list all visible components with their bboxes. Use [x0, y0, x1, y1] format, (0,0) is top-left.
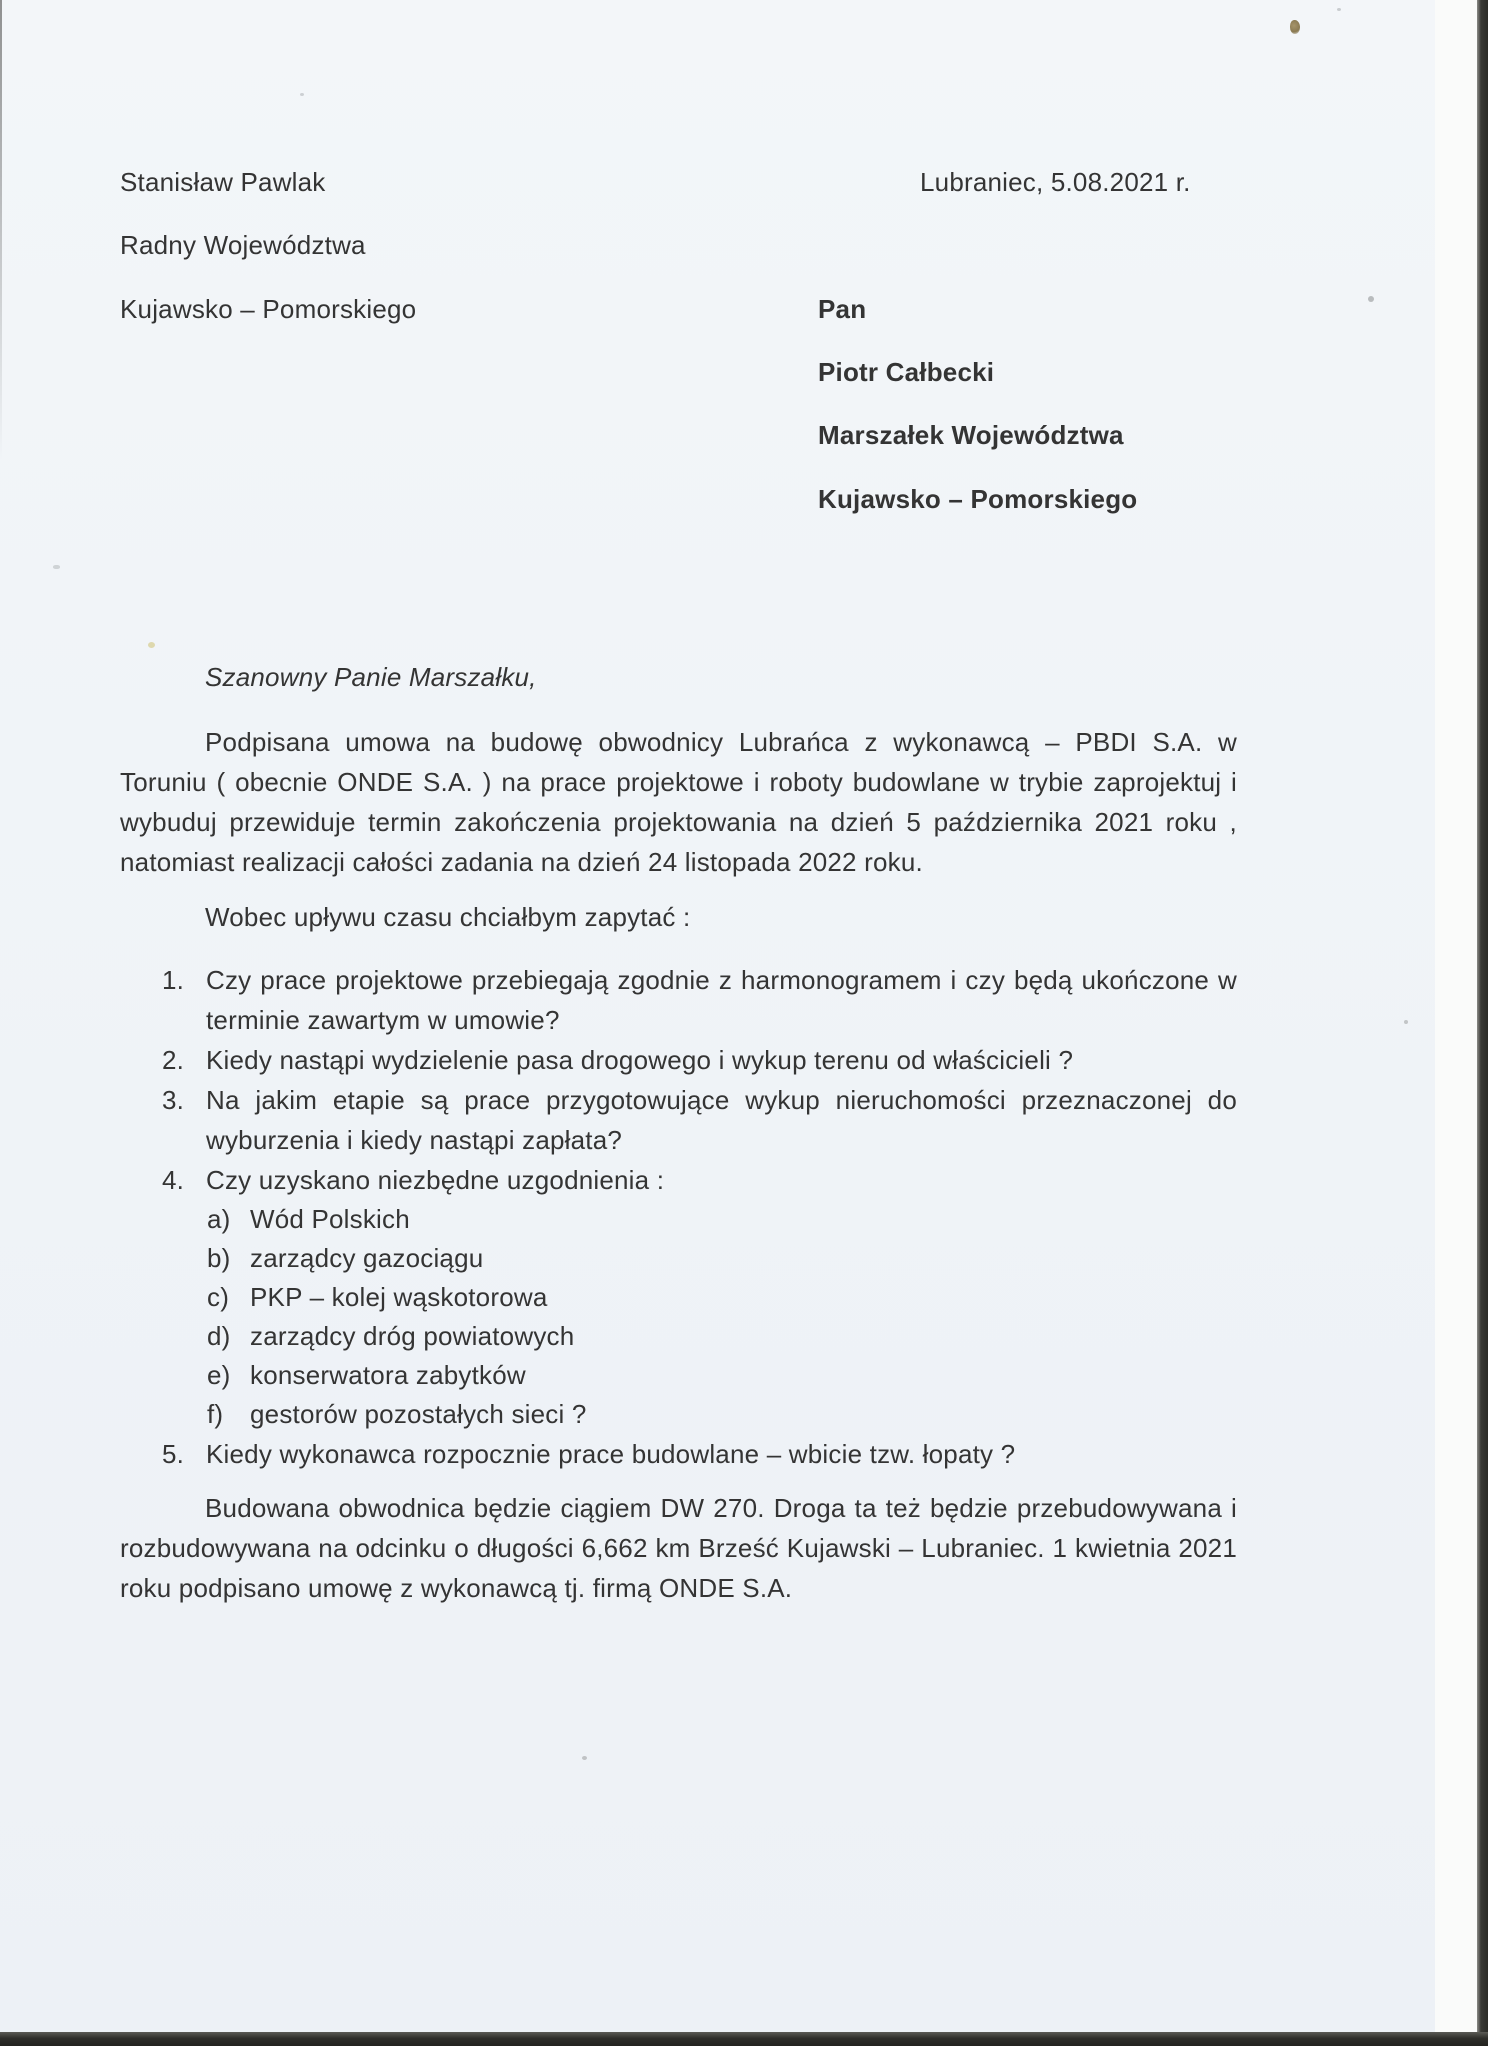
question-number: 1. — [162, 965, 185, 995]
question-number: 2. — [162, 1045, 185, 1075]
subquestion-text: gestorów pozostałych sieci ? — [250, 1399, 587, 1429]
recipient-name: Piotr Całbecki — [818, 357, 995, 387]
scan-speck — [300, 93, 304, 96]
scan-edge-right-white — [1435, 0, 1477, 2046]
subquestion-letter: f) — [207, 1399, 224, 1429]
subquestion-text: zarządcy gazociągu — [250, 1243, 484, 1273]
question-item-3 — [162, 1080, 1237, 1160]
subquestion-item-f — [207, 1395, 1237, 1434]
scan-speck — [1290, 20, 1300, 34]
subquestion-item-a — [207, 1200, 1237, 1239]
scan-speck — [582, 1756, 587, 1760]
subquestion-item-e — [207, 1356, 1237, 1395]
subquestion-text: Wód Polskich — [250, 1204, 410, 1234]
recipient-title-line2: Kujawsko – Pomorskiego — [818, 484, 1138, 514]
question-item-1 — [162, 960, 1237, 1040]
dateline: Lubraniec, 5.08.2021 r. — [920, 167, 1191, 197]
scan-edge-right-dark — [1477, 0, 1488, 2046]
question-text: Kiedy nastąpi wydzielenie pasa drogowego i wykup terenu od właścicieli ? — [206, 1045, 1074, 1075]
paragraph-1: Podpisana umowa na budowę obwodnicy Lubrańca z wykonawcą – PBDI S.A. w Toruniu ( obecnie ONDE S.A. ) na prace projektowe i roboty budowlane w trybie zaprojektuj i wybuduj przewiduje termin zakończenia projektowania na dzień 5 października 2021 roku , natomiast realizacji całości zadania na dzień 24 listopada 2022 roku. — [120, 727, 1237, 877]
sender-name: Stanisław Pawlak — [120, 167, 326, 197]
subquestion-list — [207, 1200, 1237, 1434]
question-number: 3. — [162, 1085, 185, 1115]
subquestion-text: konserwatora zabytków — [250, 1360, 526, 1390]
question-item-4 — [162, 1160, 1237, 1200]
scan-edge-left-faint — [0, 0, 2, 460]
question-text: Na jakim etapie są prace przygotowujące wykup nieruchomości przeznaczonej do wyburzenia i kiedy nastąpi zapłata? — [206, 1085, 1237, 1155]
subquestion-text: zarządcy dróg powiatowych — [250, 1321, 575, 1351]
question-number: 5. — [162, 1439, 185, 1469]
question-item-5 — [162, 1434, 1237, 1474]
scan-speck — [148, 642, 155, 648]
subquestion-letter: d) — [207, 1321, 231, 1351]
subquestion-item-d — [207, 1317, 1237, 1356]
scan-speck — [1337, 8, 1341, 11]
scan-speck — [53, 565, 60, 569]
subquestion-letter: e) — [207, 1360, 231, 1390]
question-list — [162, 960, 1237, 1474]
subquestion-item-b — [207, 1239, 1237, 1278]
paragraph-2: Wobec upływu czasu chciałbym zapytać : — [205, 902, 691, 932]
subquestion-letter: a) — [207, 1204, 231, 1234]
question-text: Kiedy wykonawca rozpocznie prace budowlane – wbicie tzw. łopaty ? — [206, 1439, 1016, 1469]
subquestion-item-c — [207, 1278, 1237, 1317]
question-number: 4. — [162, 1165, 185, 1195]
question-text: Czy uzyskano niezbędne uzgodnienia : — [206, 1165, 665, 1195]
subquestion-text: PKP – kolej wąskotorowa — [250, 1282, 548, 1312]
greeting: Szanowny Panie Marszałku, — [205, 662, 537, 692]
subquestion-letter: b) — [207, 1243, 231, 1273]
scan-speck — [1368, 296, 1374, 302]
recipient-salutation-word: Pan — [818, 294, 867, 324]
scan-speck — [1404, 1020, 1408, 1024]
paragraph-3: Budowana obwodnica będzie ciągiem DW 270. Droga ta też będzie przebudowywana i rozbudowywana na odcinku o długości 6,662 km Brześć Kujawski – Lubraniec. 1 kwietnia 2021 roku podpisano umowę z wykonawcą tj. firmą ONDE S.A. — [120, 1493, 1237, 1603]
question-item-2 — [162, 1040, 1237, 1080]
recipient-title-line1: Marszałek Województwa — [818, 420, 1124, 450]
sender-title-line2: Kujawsko – Pomorskiego — [120, 294, 417, 324]
sender-title-line1: Radny Województwa — [120, 230, 366, 260]
subquestion-letter: c) — [207, 1282, 230, 1312]
scan-edge-bottom-dark — [0, 2032, 1488, 2046]
question-text: Czy prace projektowe przebiegają zgodnie z harmonogramem i czy będą ukończone w terminie zawartym w umowie? — [206, 965, 1237, 1035]
